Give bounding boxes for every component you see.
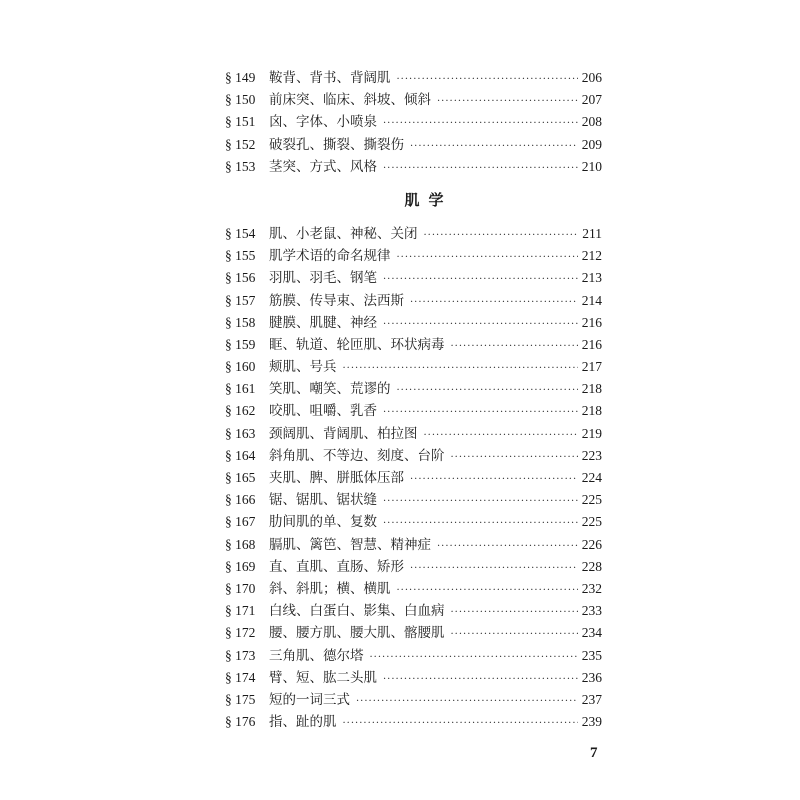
toc-entry bbox=[225, 356, 602, 378]
section-number: § 149 bbox=[225, 70, 256, 85]
section-title: 肌、小老鼠、神秘、关闭 bbox=[269, 225, 418, 242]
toc-entry bbox=[225, 600, 602, 622]
toc-group-skull bbox=[225, 67, 602, 178]
entry-page-number: 233 bbox=[581, 603, 602, 619]
section-number: § 165 bbox=[225, 470, 256, 485]
toc-entry bbox=[225, 378, 602, 400]
section-number: § 156 bbox=[225, 270, 256, 286]
toc-group-myology bbox=[225, 223, 602, 733]
toc-entry bbox=[225, 689, 602, 711]
toc-entry bbox=[225, 312, 602, 334]
section-title: 指、趾的肌 bbox=[269, 714, 337, 731]
dot-leader bbox=[383, 158, 578, 180]
dot-leader bbox=[424, 225, 579, 247]
entry-page-number: 206 bbox=[581, 70, 602, 85]
dot-leader bbox=[383, 314, 578, 336]
entry-page-number: 213 bbox=[581, 270, 602, 286]
dot-leader bbox=[343, 358, 578, 380]
entry-page-number: 225 bbox=[581, 492, 602, 508]
section-number: § 170 bbox=[225, 580, 256, 596]
entry-page-number: 218 bbox=[581, 381, 602, 397]
toc-entry bbox=[225, 400, 602, 422]
section-number: § 174 bbox=[225, 669, 256, 685]
section-title: 肋间肌的单、复数 bbox=[269, 514, 377, 531]
section-number: § 162 bbox=[225, 403, 256, 419]
section-title: 颈阔肌、背阔肌、柏拉图 bbox=[269, 425, 418, 442]
section-title: 臂、短、肱二头肌 bbox=[269, 669, 377, 686]
dot-leader bbox=[451, 602, 578, 624]
dot-leader bbox=[356, 691, 578, 713]
dot-leader bbox=[383, 269, 578, 291]
entry-page-number: 217 bbox=[581, 359, 602, 375]
dot-leader bbox=[410, 292, 578, 314]
section-title: 筋膜、传导束、法西斯 bbox=[269, 292, 404, 309]
section-number: § 163 bbox=[225, 425, 256, 441]
toc-entry bbox=[225, 134, 602, 156]
entry-page-number: 237 bbox=[581, 691, 602, 707]
dot-leader bbox=[410, 469, 578, 491]
section-number: § 157 bbox=[225, 292, 256, 308]
section-title: 鞍背、背书、背阔肌 bbox=[269, 70, 391, 86]
section-number: § 167 bbox=[225, 514, 256, 530]
toc-entry bbox=[225, 223, 602, 245]
section-number: § 155 bbox=[225, 248, 256, 264]
entry-page-number: 208 bbox=[581, 114, 602, 130]
toc-entry bbox=[225, 445, 602, 467]
entry-page-number: 235 bbox=[581, 647, 602, 663]
section-title: 羽肌、羽毛、钢笔 bbox=[269, 270, 377, 287]
section-number: § 159 bbox=[225, 336, 256, 352]
toc-entry bbox=[225, 578, 602, 600]
entry-page-number: 209 bbox=[581, 136, 602, 152]
dot-leader bbox=[383, 669, 578, 691]
toc-entry bbox=[225, 156, 602, 178]
entry-page-number: 211 bbox=[582, 225, 602, 241]
section-number: § 153 bbox=[225, 158, 256, 174]
toc-entry bbox=[225, 511, 602, 533]
toc-entry bbox=[225, 556, 602, 578]
dot-leader bbox=[383, 491, 578, 513]
table-of-contents bbox=[225, 67, 602, 733]
entry-page-number: 232 bbox=[581, 580, 602, 596]
section-number: § 161 bbox=[225, 381, 256, 397]
section-title: 膈肌、篱笆、智慧、精神症 bbox=[269, 536, 431, 553]
toc-entry bbox=[225, 267, 602, 289]
entry-page-number: 223 bbox=[581, 447, 602, 463]
dot-leader bbox=[424, 425, 578, 447]
dot-leader bbox=[343, 713, 578, 735]
section-title: 笑肌、嘲笑、荒谬的 bbox=[269, 381, 391, 398]
section-number: § 175 bbox=[225, 691, 256, 707]
entry-page-number: 236 bbox=[581, 669, 602, 685]
dot-leader bbox=[451, 624, 578, 646]
entry-page-number: 212 bbox=[581, 248, 602, 264]
section-title: 斜、斜肌；横、横肌 bbox=[269, 580, 391, 597]
section-title: 腱膜、肌腱、神经 bbox=[269, 314, 377, 331]
toc-entry bbox=[225, 667, 602, 689]
toc-entry bbox=[225, 489, 602, 511]
section-title: 肌学术语的命名规律 bbox=[269, 248, 391, 265]
entry-page-number: 234 bbox=[581, 625, 602, 641]
section-title: 破裂孔、撕裂、撕裂伤 bbox=[269, 136, 404, 153]
section-number: § 166 bbox=[225, 492, 256, 508]
section-heading: 肌学 bbox=[404, 190, 453, 209]
dot-leader bbox=[397, 380, 578, 402]
dot-leader bbox=[383, 513, 578, 535]
dot-leader bbox=[410, 136, 578, 158]
entry-page-number: 207 bbox=[581, 92, 602, 108]
section-title: 短的一词三式 bbox=[269, 691, 350, 708]
section-title: 囟、字体、小喷泉 bbox=[269, 114, 377, 131]
dot-leader bbox=[451, 447, 578, 469]
section-number: § 152 bbox=[225, 136, 256, 152]
entry-page-number: 226 bbox=[581, 536, 602, 552]
section-title: 前床突、临床、斜坡、倾斜 bbox=[269, 92, 431, 109]
dot-leader bbox=[397, 247, 578, 269]
page-number: 7 bbox=[590, 745, 598, 761]
dot-leader bbox=[410, 558, 578, 580]
toc-entry bbox=[225, 622, 602, 644]
section-title: 夹肌、脾、胼胝体压部 bbox=[269, 470, 404, 486]
toc-entry bbox=[225, 111, 602, 133]
toc-entry bbox=[225, 67, 602, 89]
entry-page-number: 216 bbox=[581, 314, 602, 330]
section-number: § 151 bbox=[225, 114, 256, 130]
section-title: 白线、白蛋白、影集、白血病 bbox=[269, 603, 445, 620]
section-title: 茎突、方式、风格 bbox=[269, 158, 377, 175]
dot-leader bbox=[397, 580, 578, 602]
section-number: § 172 bbox=[225, 625, 256, 641]
section-number: § 154 bbox=[225, 225, 256, 241]
dot-leader bbox=[383, 402, 578, 424]
section-number: § 171 bbox=[225, 603, 256, 619]
toc-entry bbox=[225, 467, 602, 489]
toc-entry bbox=[225, 534, 602, 556]
section-title: 颊肌、号兵 bbox=[269, 359, 337, 376]
section-title: 三角肌、德尔塔 bbox=[269, 647, 364, 664]
toc-entry bbox=[225, 245, 602, 267]
dot-leader bbox=[437, 91, 578, 113]
entry-page-number: 239 bbox=[581, 714, 602, 730]
toc-entry bbox=[225, 89, 602, 111]
dot-leader bbox=[397, 69, 578, 91]
entry-page-number: 225 bbox=[581, 514, 602, 530]
section-title: 眶、轨道、轮匝肌、环状病毒 bbox=[269, 336, 445, 353]
section-title: 锯、锯肌、锯状缝 bbox=[269, 492, 377, 509]
dot-leader bbox=[451, 336, 578, 358]
dot-leader bbox=[370, 647, 578, 669]
section-number: § 158 bbox=[225, 314, 256, 330]
section-number: § 176 bbox=[225, 714, 256, 730]
entry-page-number: 228 bbox=[581, 558, 602, 574]
entry-page-number: 218 bbox=[581, 403, 602, 419]
toc-entry bbox=[225, 290, 602, 312]
entry-page-number: 224 bbox=[581, 470, 602, 485]
section-title: 直、直肌、直肠、矫形 bbox=[269, 558, 404, 575]
entry-page-number: 216 bbox=[581, 336, 602, 352]
dot-leader bbox=[437, 536, 578, 558]
section-number: § 168 bbox=[225, 536, 256, 552]
section-title: 腰、腰方肌、腰大肌、髂腰肌 bbox=[269, 625, 445, 642]
toc-entry bbox=[225, 334, 602, 356]
toc-entry bbox=[225, 645, 602, 667]
section-number: § 160 bbox=[225, 359, 256, 375]
section-title: 斜角肌、不等边、刻度、台阶 bbox=[269, 447, 445, 464]
section-number: § 173 bbox=[225, 647, 256, 663]
section-number: § 169 bbox=[225, 558, 256, 574]
dot-leader bbox=[383, 113, 578, 135]
toc-entry bbox=[225, 711, 602, 733]
section-number: § 164 bbox=[225, 447, 256, 463]
toc-entry bbox=[225, 423, 602, 445]
section-title: 咬肌、咀嚼、乳香 bbox=[269, 403, 377, 420]
section-number: § 150 bbox=[225, 92, 256, 108]
entry-page-number: 219 bbox=[581, 425, 602, 441]
entry-page-number: 210 bbox=[581, 158, 602, 174]
entry-page-number: 214 bbox=[581, 292, 602, 308]
